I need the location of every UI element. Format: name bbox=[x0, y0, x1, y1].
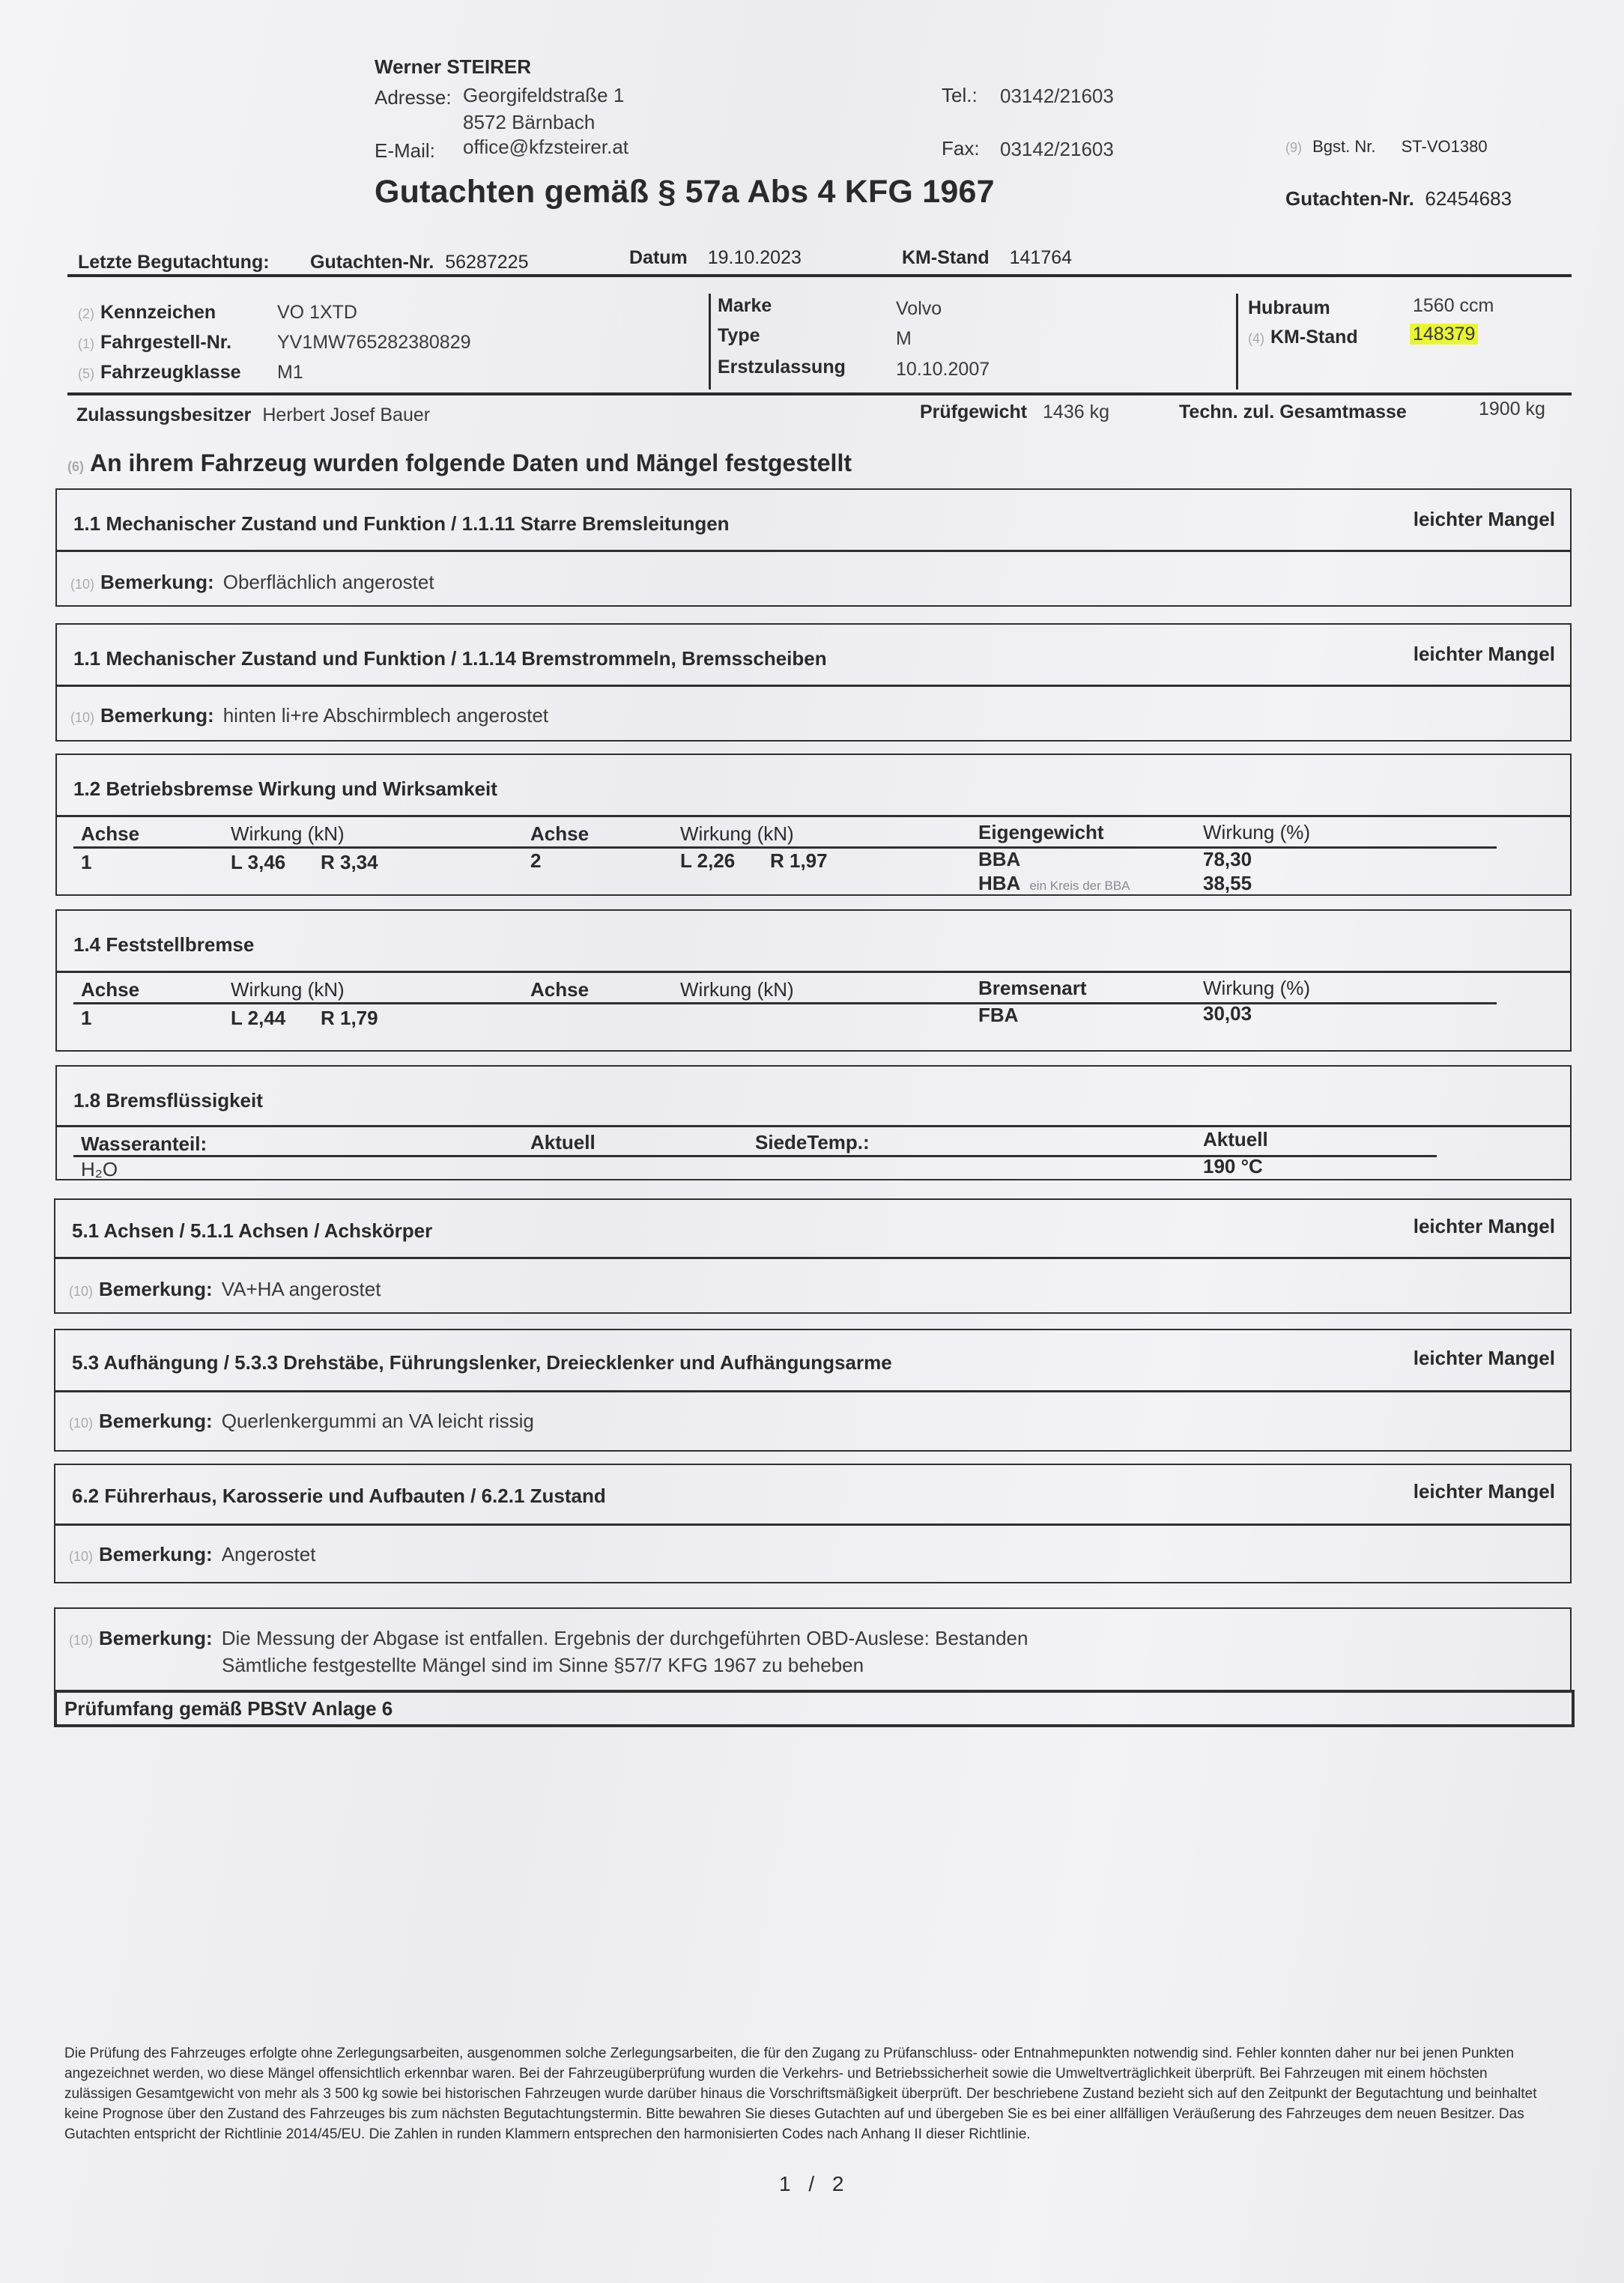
vin-label: Fahrgestell-Nr. bbox=[100, 332, 232, 353]
company-name: Werner STEIRER bbox=[375, 55, 532, 78]
vin-value: YV1MW765282380829 bbox=[277, 332, 471, 353]
defect-box bbox=[55, 488, 1572, 607]
last-inspection-date bbox=[629, 247, 802, 269]
column-divider-2 bbox=[1236, 294, 1238, 389]
boil-temp-value: 190 °C bbox=[1203, 1155, 1263, 1177]
header-achse: Achse bbox=[81, 822, 140, 845]
class-value: M1 bbox=[277, 362, 303, 383]
boil-temp-label: SiedeTemp.: bbox=[755, 1131, 870, 1153]
header-achse-2: Achse bbox=[530, 822, 590, 845]
last-report-no-label: Gutachten-Nr. bbox=[310, 252, 434, 273]
gross-mass-value: 1900 kg bbox=[1479, 398, 1545, 419]
last-km-label: KM-Stand bbox=[902, 247, 990, 268]
h2o-label: H₂O bbox=[81, 1158, 118, 1180]
bgst-row bbox=[1285, 137, 1488, 157]
remark-code: (10) bbox=[70, 710, 95, 725]
remark-label: Bemerkung: bbox=[99, 1627, 213, 1649]
header-wirkung-kn-2: Wirkung (kN) bbox=[680, 822, 794, 845]
class-row bbox=[78, 362, 241, 383]
remark-label: Bemerkung: bbox=[99, 1278, 213, 1300]
divider bbox=[57, 971, 1570, 973]
defect-remark bbox=[69, 1278, 381, 1301]
test-weight-label: Prüfgewicht bbox=[920, 401, 1028, 422]
plate-code: (2) bbox=[78, 306, 94, 321]
header-wirkung-pct: Wirkung (%) bbox=[1203, 977, 1311, 999]
table-rule bbox=[73, 846, 1497, 849]
scope-box bbox=[54, 1690, 1575, 1727]
displacement-value: 1560 ccm bbox=[1413, 295, 1494, 316]
displacement-label: Hubraum bbox=[1248, 297, 1330, 318]
final-remark-line1: Die Messung der Abgase ist entfallen. Ergebnis der durchgeführten OBD-Auslese: Bestanden bbox=[221, 1627, 1028, 1649]
header-achse: Achse bbox=[81, 978, 140, 1001]
axle-2: 2 bbox=[530, 849, 542, 872]
axle-1: 1 bbox=[81, 851, 92, 873]
parking-brake-box bbox=[55, 909, 1572, 1052]
type-value: M bbox=[896, 328, 912, 349]
final-remark-line2: Sämtliche festgestellte Mängel sind im Sinne §57/7 KFG 1967 zu beheben bbox=[222, 1654, 864, 1676]
hba-row bbox=[978, 872, 1130, 895]
remark-value: Querlenkergummi an VA leicht rissig bbox=[221, 1410, 534, 1432]
defect-title: 6.2 Führerhaus, Karosserie und Aufbauten / 6.2.1 Zustand bbox=[72, 1485, 606, 1507]
km-value: 148379 bbox=[1410, 324, 1478, 345]
remark-value: Angerostet bbox=[221, 1543, 316, 1565]
header-eigengewicht: Eigengewicht bbox=[978, 821, 1104, 843]
divider bbox=[57, 815, 1570, 817]
report-number bbox=[1285, 187, 1512, 210]
tel-value: 03142/21603 bbox=[1000, 85, 1114, 107]
divider bbox=[55, 1523, 1570, 1526]
axle-1-right: R 3,34 bbox=[321, 851, 378, 873]
plate-label: Kennzeichen bbox=[100, 302, 216, 323]
header-achse-2: Achse bbox=[530, 978, 590, 1001]
km-value-highlighted bbox=[1410, 324, 1478, 345]
owner-label: Zulassungsbesitzer bbox=[76, 404, 252, 425]
axle-1-left: L 2,44 bbox=[231, 1007, 286, 1029]
address-label: Adresse: bbox=[375, 86, 452, 109]
last-report-no-value: 56287225 bbox=[445, 252, 529, 273]
disclaimer-text: Die Prüfung des Fahrzeuges erfolgte ohne Zerlegungsarbeiten, ausgenommen solche Zerlegungsarbeiten, die für den Zugang zu Prüfanschluss- oder Entnahmepunkten notwendig sind. Fehler konnten daher nur bei jenen Punkten angezeichnet werden, wo diese Mängel offensichtlich erkennbar waren. Bei der Fahrzeugüberprüfung wurden die Verkehrs- und Betriebssicherheit sowie die Umweltverträglichkeit überprüft. Bei Fahrzeugen mit einem höchsten zulässigen Gesamtgewicht von mehr als 3 500 kg sowie bei historischen Fahrzeugen wurde darüber hinaus die Vorschriftsmäßigkeit überprüft. Der beschriebene Zustand bezieht sich auf den Zeitpunkt der Begutachtung und beinhaltet keine Prognose über den Zustand des Fahrzeuges bis zum nächsten Begutachtungstermin. Bitte bewahren Sie dieses Gutachten auf und übergeben Sie es bei einer allfälligen Veräußerung des Fahrzeuges dem neuen Besitzer. Das Gutachten entspricht der Richtlinie 2014/45/EU. Die Zahlen in runden Klammern entsprechen den harmonisierten Codes nach Anhang II dieser Richtlinie. bbox=[64, 2046, 1537, 2142]
defect-title: 5.1 Achsen / 5.1.1 Achsen / Achskörper bbox=[72, 1219, 433, 1242]
km-label: KM-Stand bbox=[1270, 327, 1358, 348]
document-title: Gutachten gemäß § 57a Abs 4 KFG 1967 bbox=[375, 174, 995, 210]
email-label: E-Mail: bbox=[375, 139, 435, 162]
remark-label: Bemerkung: bbox=[100, 571, 214, 593]
defect-title: 1.1 Mechanischer Zustand und Funktion / 1.1.14 Bremstrommeln, Bremsscheiben bbox=[73, 647, 827, 670]
findings-code: (6) bbox=[67, 459, 84, 474]
defect-box bbox=[54, 1464, 1572, 1583]
defect-remark bbox=[70, 704, 548, 727]
hba-label: HBA bbox=[978, 872, 1021, 894]
defect-severity: leichter Mangel bbox=[1413, 1480, 1555, 1503]
bgst-label: Bgst. Nr. bbox=[1312, 137, 1376, 156]
class-code: (5) bbox=[78, 366, 94, 381]
current-label: Aktuell bbox=[530, 1131, 596, 1153]
header-wirkung-kn: Wirkung (kN) bbox=[231, 822, 345, 845]
final-remark bbox=[69, 1627, 1028, 1650]
last-inspection-report bbox=[310, 252, 528, 273]
axle-1-right: R 1,79 bbox=[321, 1007, 378, 1029]
remark-label: Bemerkung: bbox=[100, 704, 214, 727]
plate-row bbox=[78, 302, 216, 324]
make-value: Volvo bbox=[896, 298, 942, 319]
defect-severity: leichter Mangel bbox=[1413, 1347, 1555, 1369]
bgst-value: ST-VO1380 bbox=[1401, 137, 1488, 156]
divider bbox=[55, 1257, 1570, 1259]
current-label-2: Aktuell bbox=[1203, 1128, 1268, 1150]
last-km-value: 141764 bbox=[1009, 247, 1073, 268]
last-inspection-km bbox=[902, 247, 1072, 269]
page-number: 1 / 2 bbox=[779, 2172, 850, 2195]
brake-type: FBA bbox=[978, 1004, 1019, 1026]
remark-value: VA+HA angerostet bbox=[221, 1278, 381, 1300]
hba-note: ein Kreis der BBA bbox=[1029, 879, 1130, 893]
defect-severity: leichter Mangel bbox=[1413, 643, 1555, 665]
divider bbox=[55, 1390, 1570, 1392]
gross-mass-label: Techn. zul. Gesamtmasse bbox=[1179, 401, 1407, 422]
remark-value: Oberflächlich angerostet bbox=[222, 571, 434, 593]
brake-fluid-title: 1.8 Bremsflüssigkeit bbox=[73, 1089, 263, 1112]
service-brake-title: 1.2 Betriebsbremse Wirkung und Wirksamkeit bbox=[73, 777, 497, 800]
class-label: Fahrzeugklasse bbox=[100, 362, 241, 383]
fax-label: Fax: bbox=[942, 137, 980, 160]
report-number-label: Gutachten-Nr. bbox=[1285, 187, 1414, 210]
defect-title: 1.1 Mechanischer Zustand und Funktion / 1.1.11 Starre Bremsleitungen bbox=[73, 512, 730, 535]
table-rule bbox=[73, 1002, 1497, 1004]
remark-label: Bemerkung: bbox=[99, 1410, 213, 1432]
divider bbox=[57, 685, 1570, 687]
vin-code: (1) bbox=[78, 336, 94, 351]
defect-severity: leichter Mangel bbox=[1413, 508, 1555, 530]
bgst-code: (9) bbox=[1285, 140, 1302, 155]
final-remark-box bbox=[54, 1607, 1572, 1693]
brake-value: 30,03 bbox=[1203, 1002, 1252, 1025]
type-label: Type bbox=[718, 325, 760, 346]
test-weight-value: 1436 kg bbox=[1043, 401, 1109, 422]
water-label: Wasseranteil: bbox=[81, 1133, 207, 1155]
first-registration-value: 10.10.2007 bbox=[896, 359, 990, 380]
defect-remark bbox=[70, 571, 434, 594]
defect-remark bbox=[69, 1410, 534, 1433]
axle-2-left: L 2,26 bbox=[680, 849, 736, 872]
remark-code: (10) bbox=[69, 1416, 94, 1431]
scope-text: Prüfumfang gemäß PBStV Anlage 6 bbox=[64, 1697, 393, 1720]
first-registration-label: Erstzulassung bbox=[718, 357, 846, 378]
separator-line-2 bbox=[67, 392, 1572, 395]
brake-fluid-box bbox=[55, 1065, 1572, 1180]
remark-code: (10) bbox=[70, 577, 95, 592]
email-value: office@kfzsteirer.at bbox=[463, 136, 628, 158]
defect-box bbox=[54, 1329, 1572, 1452]
owner-row bbox=[76, 404, 430, 426]
plate-value: VO 1XTD bbox=[277, 302, 357, 323]
header-wirkung-pct: Wirkung (%) bbox=[1203, 821, 1311, 843]
hba-value: 38,55 bbox=[1203, 872, 1252, 894]
vin-row bbox=[78, 332, 231, 354]
bba-value: 78,30 bbox=[1203, 848, 1252, 870]
header-wirkung-kn: Wirkung (kN) bbox=[231, 978, 345, 1001]
column-divider bbox=[709, 294, 711, 389]
tel-label: Tel.: bbox=[942, 84, 978, 106]
last-date-label: Datum bbox=[629, 247, 688, 268]
make-label: Marke bbox=[718, 295, 772, 316]
remark-code: (10) bbox=[69, 1284, 94, 1299]
parking-brake-title: 1.4 Feststellbremse bbox=[73, 933, 255, 956]
test-weight bbox=[920, 401, 1109, 423]
axle-1-left: L 3,46 bbox=[231, 851, 286, 873]
fax-value: 03142/21603 bbox=[1000, 138, 1114, 160]
defect-box bbox=[55, 623, 1572, 742]
km-row bbox=[1248, 327, 1358, 348]
separator-line bbox=[67, 274, 1572, 277]
defect-title: 5.3 Aufhängung / 5.3.3 Drehstäbe, Führungslenker, Dreiecklenker und Aufhängungsarme bbox=[72, 1351, 892, 1374]
service-brake-box bbox=[55, 754, 1572, 896]
report-number-value: 62454683 bbox=[1425, 187, 1512, 210]
address-line2: 8572 Bärnbach bbox=[463, 111, 596, 133]
remark-code: (10) bbox=[69, 1549, 94, 1564]
km-code: (4) bbox=[1248, 331, 1264, 346]
axle-1: 1 bbox=[81, 1007, 92, 1029]
findings-heading-text: An ihrem Fahrzeug wurden folgende Daten und Mängel festgestellt bbox=[90, 449, 852, 476]
last-inspection-label: Letzte Begutachtung: bbox=[78, 252, 270, 273]
axle-2-right: R 1,97 bbox=[770, 849, 828, 872]
remark-value: hinten li+re Abschirmblech angerostet bbox=[222, 704, 549, 727]
bba-label: BBA bbox=[978, 848, 1021, 870]
defect-remark bbox=[69, 1543, 315, 1566]
findings-heading bbox=[67, 449, 852, 477]
remark-label: Bemerkung: bbox=[99, 1543, 213, 1565]
defect-box bbox=[54, 1198, 1572, 1314]
remark-code: (10) bbox=[69, 1633, 94, 1648]
header-bremsenart: Bremsenart bbox=[978, 977, 1087, 999]
divider bbox=[57, 550, 1570, 552]
defect-severity: leichter Mangel bbox=[1413, 1215, 1555, 1237]
last-date-value: 19.10.2023 bbox=[707, 247, 802, 268]
divider bbox=[57, 1125, 1570, 1127]
owner-name: Herbert Josef Bauer bbox=[262, 404, 431, 425]
header-wirkung-kn-2: Wirkung (kN) bbox=[680, 978, 794, 1001]
address-line1: Georgifeldstraße 1 bbox=[463, 84, 625, 106]
